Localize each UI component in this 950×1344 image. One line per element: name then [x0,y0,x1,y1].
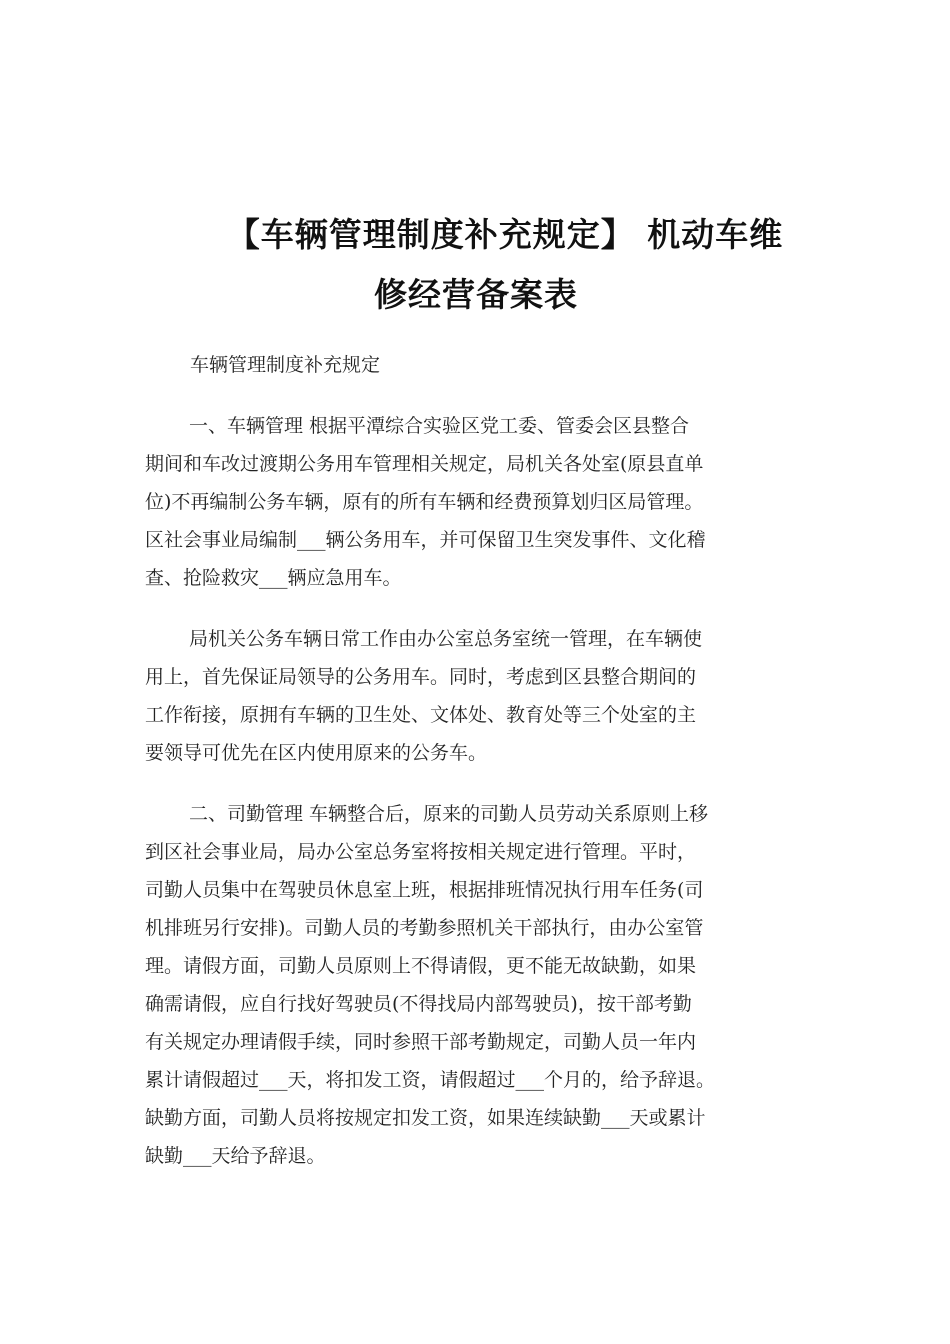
paragraph-daily-management [145,620,807,772]
paragraph-vehicle-management [145,407,807,597]
paragraph-line: 司勤人员集中在驾驶员休息室上班，根据排班情况执行用车任务(司 [145,879,704,901]
paragraph-line: 缺勤方面，司勤人员将按规定扣发工资，如果连续缺勤___天或累计 [145,1107,706,1129]
paragraph-line: 位)不再编制公务车辆，原有的所有车辆和经费预算划归区局管理。 [145,491,704,513]
paragraph-line: 缺勤___天给予辞退。 [145,1145,326,1167]
paragraph-line: 理。请假方面，司勤人员原则上不得请假，更不能无故缺勤，如果 [145,955,697,977]
paragraph-line: 工作衔接，原拥有车辆的卫生处、文体处、教育处等三个处室的主 [145,704,697,726]
title-line-2: 修经营备案表 [374,275,578,314]
paragraph-line: 机排班另行安排)。司勤人员的考勤参照机关干部执行，由办公室管 [145,917,704,939]
paragraph-line: 一、车辆管理 根据平潭综合实验区党工委、管委会区县整合 [189,415,690,437]
paragraph-line: 查、抢险救灾___辆应急用车。 [145,567,402,589]
paragraph-line: 二、司勤管理 车辆整合后，原来的司勤人员劳动关系原则上移 [189,803,709,825]
paragraph-line: 局机关公务车辆日常工作由办公室总务室统一管理，在车辆使 [189,628,703,650]
paragraph-line: 确需请假，应自行找好驾驶员(不得找局内部驾驶员)，按干部考勤 [145,993,692,1015]
title-line-1: 【车辆管理制度补充规定】 机动车维 [226,215,784,254]
document-title [145,205,807,325]
paragraph-line: 区社会事业局编制___辆公务用车，并可保留卫生突发事件、文化稽 [145,529,706,551]
paragraph-driver-management [145,795,807,1175]
paragraph-line: 用上，首先保证局领导的公务用车。同时，考虑到区县整合期间的 [145,666,697,688]
paragraph-line: 累计请假超过___天，将扣发工资，请假超过___个月的，给予辞退。 [145,1069,716,1091]
paragraph-line: 期间和车改过渡期公务用车管理相关规定，局机关各处室(原县直单 [145,453,704,475]
paragraph-line: 到区社会事业局，局办公室总务室将按相关规定进行管理。平时， [145,841,697,863]
paragraph-line: 有关规定办理请假手续，同时参照干部考勤规定，司勤人员一年内 [145,1031,697,1053]
paragraph-line: 要领导可优先在区内使用原来的公务车。 [145,742,488,764]
document-subtitle: 车辆管理制度补充规定 [190,354,381,376]
